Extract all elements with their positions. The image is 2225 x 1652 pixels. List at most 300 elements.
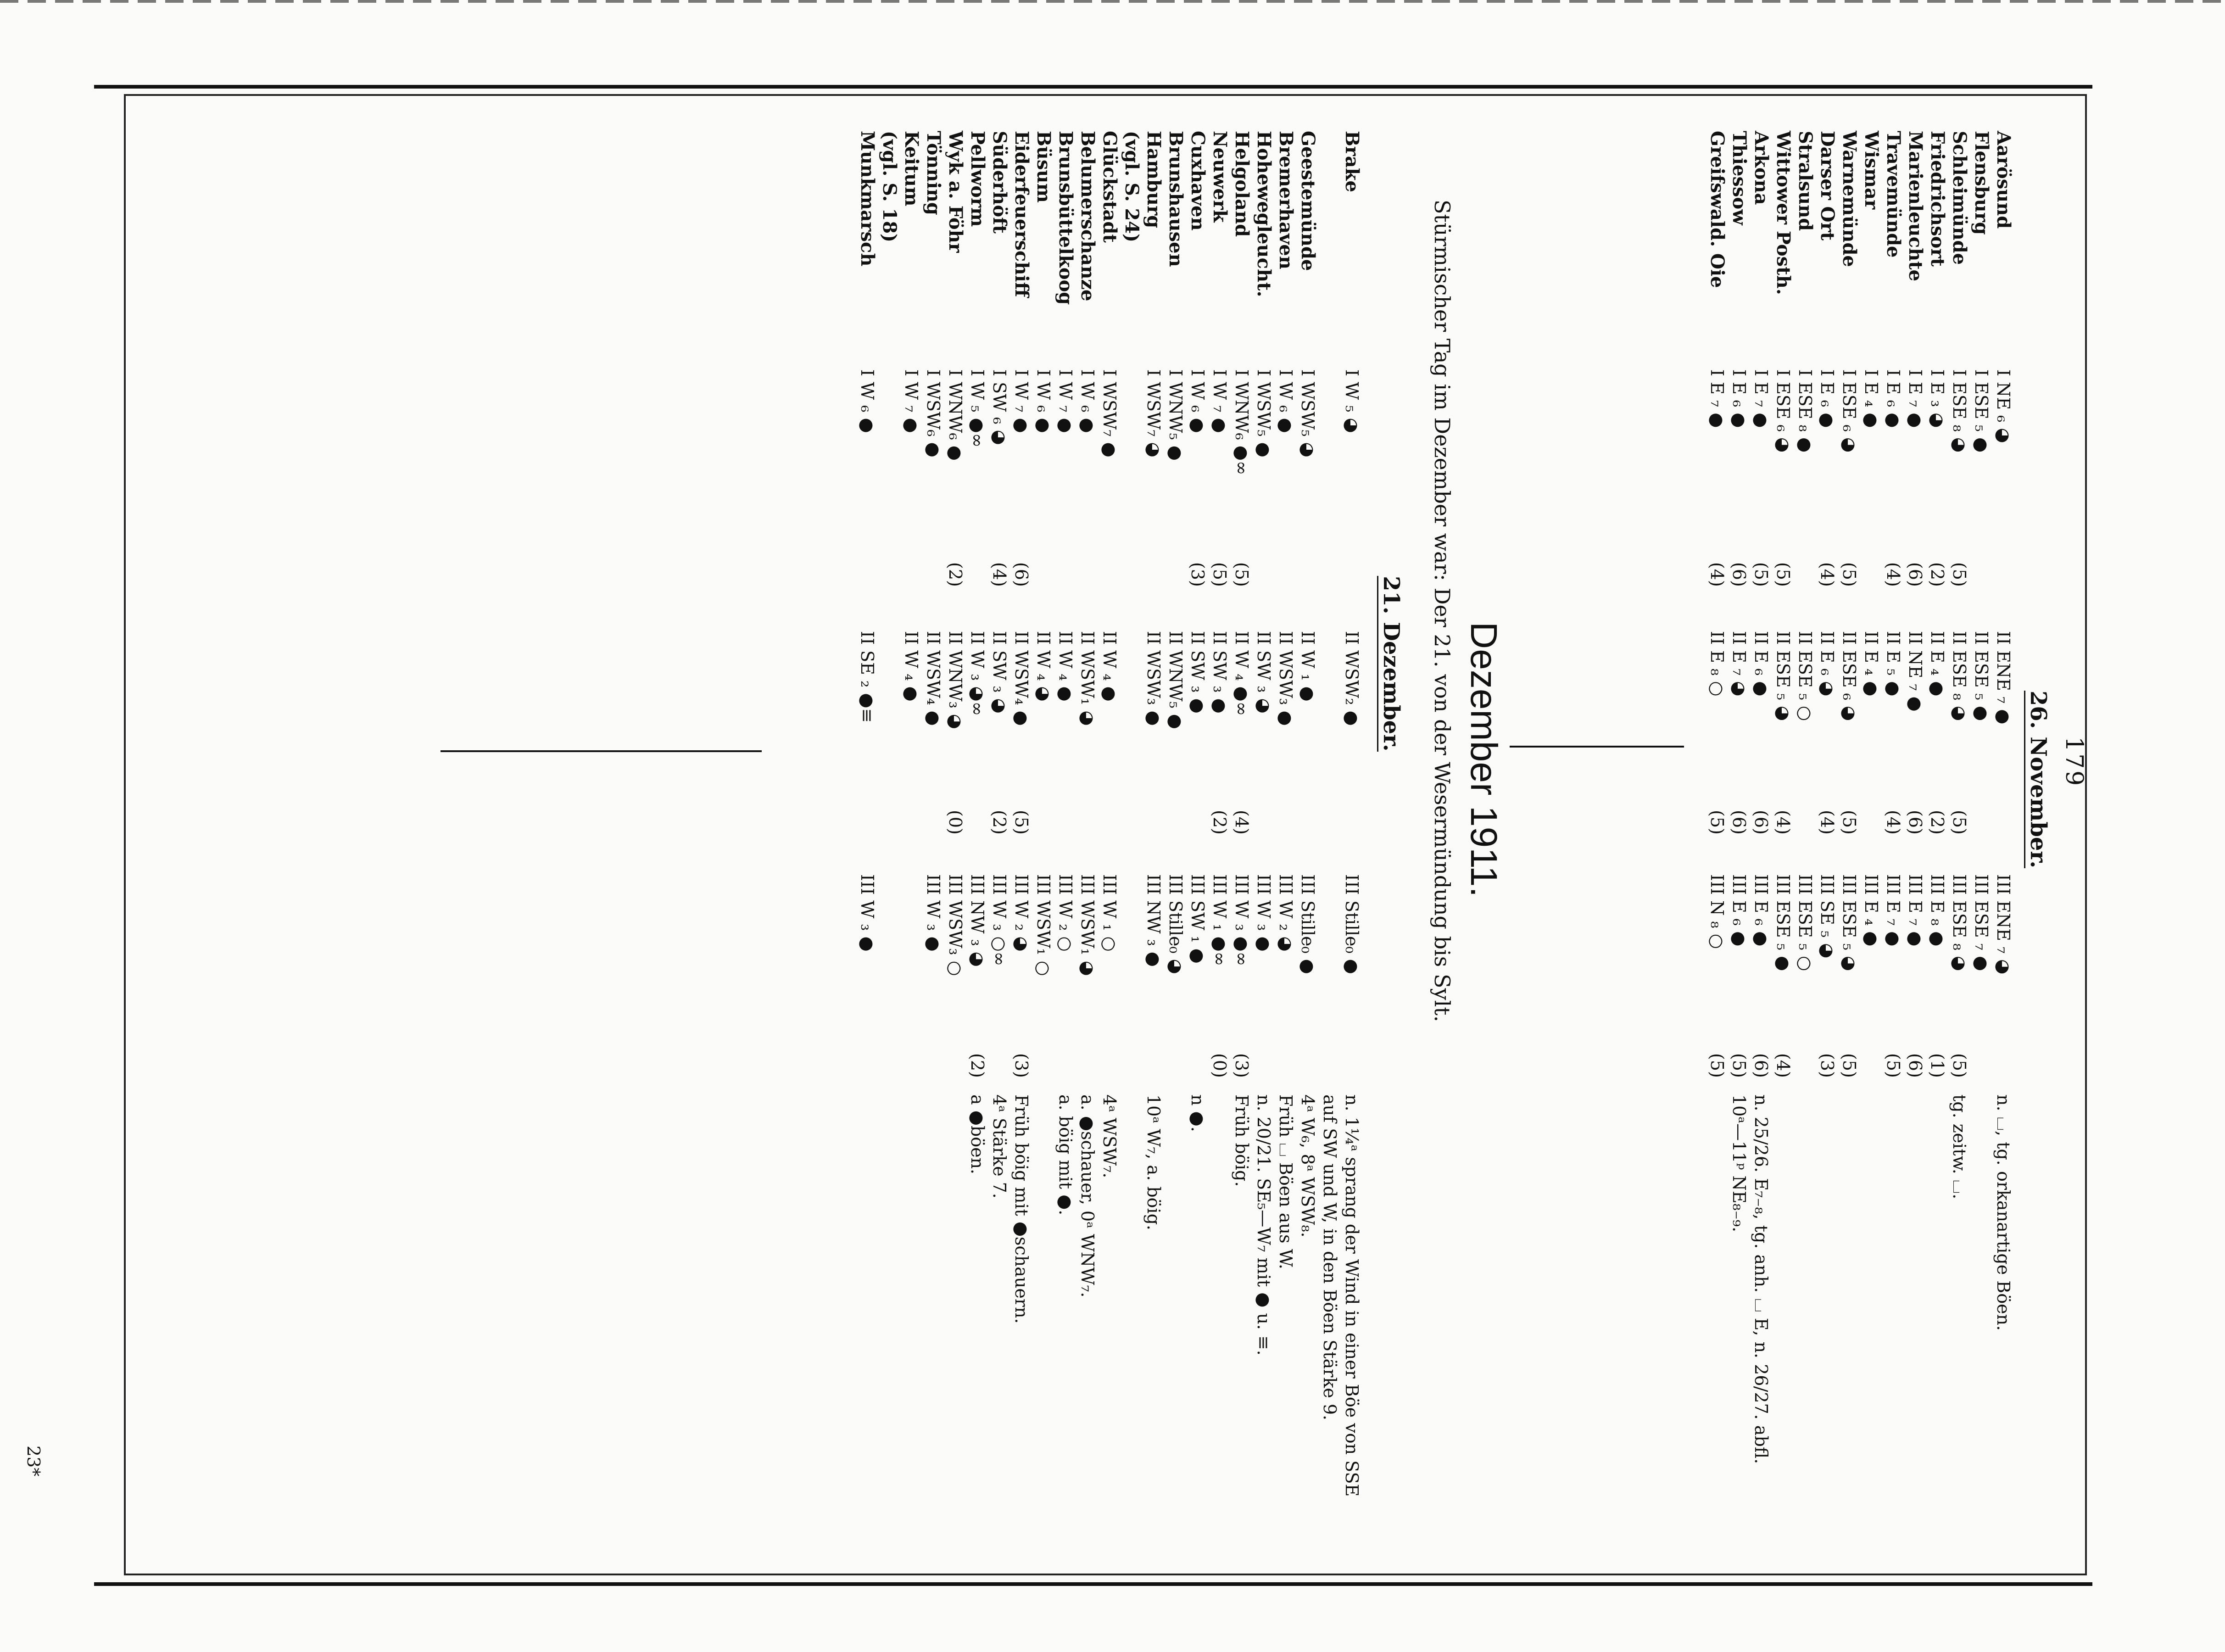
observation-cell: I WSW₇ ◕ [1143, 369, 1164, 458]
observation-cell: I WNW₆ ● [945, 369, 965, 461]
station-name: Brunsbüttelkoog [1055, 131, 1076, 305]
observation-cell [1319, 631, 1341, 729]
observation-number [1121, 562, 1143, 587]
observation-number: (4) [1817, 810, 1837, 835]
observation-number [1970, 1053, 1992, 1078]
november-obs-3 [1706, 874, 2014, 974]
observation-number [1253, 810, 1275, 835]
november-obs-1 [1706, 369, 2014, 452]
station-name: Pellworm [967, 131, 988, 227]
observation-number: (6) [1729, 562, 1749, 587]
observation-cell: II NE ₇ ● [1905, 631, 1925, 712]
observation-cell: II E ₄ ● [1927, 631, 1947, 697]
observation-number: (6) [1905, 810, 1925, 835]
station-name: Thiessow [1729, 131, 1750, 225]
observation-cell: II WSW₄ ● [1011, 631, 1032, 726]
observation-cell: III W ₁ ●∞ [1210, 874, 1230, 966]
observation-cell: I E ₃ ◕ [1927, 369, 1947, 428]
observation-number: (3) [1188, 562, 1208, 587]
december-num-3 [856, 1053, 1363, 1078]
observation-cell: I WSW₅ ◕ [1298, 369, 1318, 458]
station-name [1319, 131, 1341, 305]
observation-number: (6) [1751, 1053, 1771, 1078]
observation-number [900, 810, 922, 835]
observation-number [856, 1053, 878, 1078]
station-name: Friedrichsort [1927, 131, 1948, 267]
observation-number [988, 1053, 1010, 1078]
observation-cell: II SW ₃ ◕ [1254, 631, 1274, 714]
observation-cell: I W ₅ ●∞ [967, 369, 987, 448]
observation-number: (3) [1232, 1053, 1252, 1078]
observation-cell: I E ₆ ● [1817, 369, 1837, 428]
observation-cell: II E ₅ ● [1883, 631, 1903, 697]
observation-number: (4) [1883, 562, 1903, 587]
observation-number [1099, 810, 1121, 835]
station-name: Helgoland [1231, 131, 1253, 237]
observation-cell: II W ₄ ● [901, 631, 921, 702]
observation-cell: II SW ₃ ● [1188, 631, 1208, 714]
observation-cell: I E ₇ ● [1751, 369, 1771, 428]
observation-number [1341, 1053, 1363, 1078]
observation-number [1341, 562, 1363, 587]
station-name: Bremerhaven [1275, 131, 1297, 269]
observation-cell: I WSW₆ ● [923, 369, 943, 458]
observation-number [1187, 810, 1209, 835]
station-name: Aarösund [1993, 131, 2014, 229]
station-name: (vgl. S. 18) [879, 131, 900, 243]
station-name: Geestemünde [1297, 131, 1319, 271]
observation-cell: I W ₆ ● [1276, 369, 1296, 433]
station-name: Tönning [923, 131, 944, 215]
observation-number [1860, 1053, 1882, 1078]
station-name: Brake [1341, 131, 1363, 192]
observation-cell: I ESE ₆ ◕ [1773, 369, 1793, 453]
observation-number [1275, 810, 1297, 835]
observation-cell: III NW ₃ ● [1143, 874, 1164, 967]
observation-number [922, 810, 944, 835]
remark-line: n ●. [1188, 1094, 1208, 1132]
observation-number [1143, 810, 1165, 835]
station-name: Darser Ort [1817, 131, 1838, 241]
observation-cell: II W ₄ ◕ [1033, 631, 1054, 702]
observation-cell: III ESE ₅ ○ [1795, 874, 1815, 971]
observation-number: (5) [1839, 562, 1859, 587]
observation-cell: II E ₇ ◕ [1729, 631, 1749, 697]
december-title: Dezember 1911. [1463, 622, 1505, 898]
observation-cell: II W ₄ ● [1099, 631, 1120, 702]
observation-cell: II WNW₃ ◕ [945, 631, 965, 729]
remark-line: a ●böen. [967, 1094, 987, 1175]
observation-number [966, 562, 988, 587]
december-num-1 [856, 562, 1363, 587]
observation-number [1860, 810, 1882, 835]
observation-cell: III ESE ₅ ◕ [1839, 874, 1859, 971]
observation-number: (5) [1751, 562, 1771, 587]
remark-line: a. böig mit ●. [1055, 1094, 1076, 1216]
remark-line [1772, 1094, 1794, 1464]
observation-cell: I WNW₅ ● [1165, 369, 1186, 461]
observation-number [1275, 562, 1297, 587]
observation-cell: III W ₃ ● [923, 874, 943, 952]
observation-number [1099, 1053, 1121, 1078]
observation-number [1253, 1053, 1275, 1078]
observation-cell: II ESE ₅ ● [1971, 631, 1991, 721]
november-remarks [1706, 1094, 2014, 1464]
observation-number [1319, 1053, 1341, 1078]
observation-cell [878, 369, 900, 475]
observation-number [1076, 810, 1099, 835]
observation-cell: III W ₂ ◕ [1011, 874, 1032, 952]
observation-number [1319, 810, 1341, 835]
observation-number [922, 562, 944, 587]
remark-line: 10ᵃ W₇, a. böig. [1143, 1094, 1164, 1231]
observation-number: (5) [1839, 1053, 1859, 1078]
observation-number [966, 810, 988, 835]
remark-line [1706, 1094, 1728, 1464]
observation-number [1165, 562, 1187, 587]
observation-cell: III W ₂ ○ [1055, 874, 1076, 952]
observation-cell: III ESE ₇ ● [1971, 874, 1991, 971]
observation-number: (4) [989, 562, 1009, 587]
observation-number: (4) [1707, 562, 1727, 587]
observation-number [1054, 1053, 1076, 1078]
observation-number: (2) [945, 562, 965, 587]
station-name: Brunshausen [1165, 131, 1187, 267]
observation-cell: III E ₆ ● [1751, 874, 1771, 947]
observation-cell: III W ₃ ● [1254, 874, 1274, 952]
observation-number: (4) [1232, 810, 1252, 835]
remark-line: Früh böig. [1232, 1094, 1252, 1187]
remark-line [1165, 1094, 1187, 1496]
remark-line: 10ᵃ—11ᵖ NE₈₋₉. [1729, 1094, 1749, 1233]
observation-number [1970, 562, 1992, 587]
observation-number [878, 810, 900, 835]
observation-number [922, 1053, 944, 1078]
observation-number [1032, 562, 1054, 587]
remark-line: n. ⌴, tg. orkanartige Böen. [1993, 1094, 2013, 1331]
observation-cell: II ESE ₆ ◕ [1839, 631, 1859, 721]
observation-number: (5) [1773, 562, 1793, 587]
station-name: Arkona [1751, 131, 1772, 205]
observation-number [1187, 1053, 1209, 1078]
observation-cell: I ESE ₈ ◕ [1949, 369, 1969, 453]
observation-cell: II WSW₄ ● [923, 631, 943, 726]
remark-line [1838, 1094, 1860, 1464]
station-name: Travemünde [1883, 131, 1904, 258]
observation-cell: II ESE ₈ ◕ [1949, 631, 1969, 721]
observation-cell: III N ₈ ○ [1707, 874, 1727, 949]
page-number: 179 [2060, 737, 2088, 788]
observation-number [856, 810, 878, 835]
station-name: Marienleuchte [1905, 131, 1926, 282]
observation-number [1970, 810, 1992, 835]
observation-cell: III SW ₁ ● [1188, 874, 1208, 964]
observation-number [1992, 562, 2014, 587]
observation-number [1143, 1053, 1165, 1078]
station-name: Belumerschanze [1077, 131, 1099, 301]
observation-cell: I W ₆ ● [1077, 369, 1098, 433]
remark-line [1970, 1094, 1992, 1464]
remark-line: 4ᵃ W₆, 8ᵃ WSW₈. [1298, 1094, 1318, 1238]
station-name: Glückstadt [1099, 131, 1121, 243]
observation-number [1076, 1053, 1099, 1078]
observation-cell: III WSW₃ ○ [945, 874, 965, 976]
observation-cell [1319, 874, 1341, 976]
observation-cell: II WSW₁ ◕ [1077, 631, 1098, 726]
observation-cell [1319, 369, 1341, 475]
observation-number [856, 562, 878, 587]
observation-cell: III E ₇ ● [1905, 874, 1925, 947]
observation-number [1165, 1053, 1187, 1078]
observation-number: (2) [1210, 810, 1230, 835]
station-name: Flensburg [1971, 131, 1992, 235]
observation-number: (5) [1707, 810, 1727, 835]
station-name: Hamburg [1143, 131, 1165, 229]
station-name: Greifswald. Oie [1706, 131, 1728, 288]
observation-cell: II W ₄ ●∞ [1232, 631, 1252, 716]
remark-line: n. 20/21. SE₅—W₇ mit ● u. ≡. [1254, 1094, 1274, 1356]
observation-cell: I E ₆ ● [1729, 369, 1749, 428]
station-name: Eiderfeuerschiff [1011, 131, 1032, 297]
observation-cell: I WSW₇ ● [1099, 369, 1120, 458]
observation-cell: III W ₃ ● [857, 874, 877, 952]
observation-cell: I E ₄ ● [1861, 369, 1881, 428]
observation-number [1121, 1053, 1143, 1078]
observation-cell [878, 631, 900, 729]
observation-cell: I W ₇ ● [1210, 369, 1230, 433]
observation-cell: III E ₄ ● [1861, 874, 1881, 947]
observation-cell: III ESE ₈ ◕ [1949, 874, 1969, 971]
observation-number: (5) [1011, 810, 1032, 835]
observation-number [900, 562, 922, 587]
observation-cell: I W ₆ ● [857, 369, 877, 433]
station-name: Munkmarsch [857, 131, 878, 267]
observation-number [1054, 562, 1076, 587]
observation-cell: III WSW₁ ◕ [1077, 874, 1098, 976]
observation-number [1143, 562, 1165, 587]
november-stations [1706, 131, 2014, 295]
observation-number: (5) [1883, 1053, 1903, 1078]
observation-cell: II ESE ₅ ○ [1795, 631, 1815, 721]
november-obs-2 [1706, 631, 2014, 724]
station-name: (vgl. S. 24) [1121, 131, 1143, 243]
observation-cell: II W ₃ ◕∞ [967, 631, 987, 716]
observation-cell: II WSW₂ ● [1342, 631, 1362, 726]
observation-number [1032, 810, 1054, 835]
remark-line: tg. zeitw. ⌴. [1949, 1094, 1969, 1200]
observation-number [878, 562, 900, 587]
station-name: Schleimünde [1949, 131, 1970, 265]
observation-number [1275, 1053, 1297, 1078]
remark-line: 4ᵃ WSW₇. [1099, 1094, 1120, 1178]
observation-number [1794, 1053, 1816, 1078]
separator-line-lower [441, 750, 762, 752]
observation-cell: III Stille₀ ● [1342, 874, 1362, 974]
november-num-3 [1706, 1053, 2014, 1078]
observation-number: (0) [1210, 1053, 1230, 1078]
observation-cell: I E ₆ ● [1883, 369, 1903, 428]
observation-number: (5) [1232, 562, 1252, 587]
november-num-2 [1706, 810, 2014, 835]
station-name: Stralsund [1795, 131, 1816, 231]
observation-cell: III W ₁ ○ [1099, 874, 1120, 952]
november-heading: 26. November. [2024, 691, 2051, 868]
observation-number [1319, 562, 1341, 587]
december-stations [856, 131, 1363, 305]
observation-cell: II SW ₃ ◕ [989, 631, 1009, 714]
observation-number: (6) [1011, 562, 1032, 587]
station-name: Büsum [1033, 131, 1054, 203]
observation-cell: I W ₇ ● [901, 369, 921, 433]
observation-number: (6) [1905, 562, 1925, 587]
observation-number: (6) [1751, 810, 1771, 835]
observation-number [1099, 562, 1121, 587]
observation-cell: III W ₃ ●∞ [1232, 874, 1252, 966]
station-name: Hohewegleucht. [1253, 131, 1275, 297]
remark-line [1904, 1094, 1926, 1464]
observation-cell [1121, 369, 1143, 475]
observation-number: (2) [1927, 562, 1947, 587]
observation-cell [900, 874, 922, 976]
observation-cell: I ESE ₆ ◕ [1839, 369, 1859, 453]
observation-cell [1121, 874, 1143, 976]
observation-number: (5) [1949, 562, 1969, 587]
observation-number: (4) [1883, 810, 1903, 835]
observation-number [1860, 562, 1882, 587]
observation-cell: I W ₇ ● [1011, 369, 1032, 433]
remark-line [1926, 1094, 1948, 1464]
observation-number: (2) [989, 810, 1009, 835]
remark-line [1882, 1094, 1904, 1464]
observation-cell: III ENE ₇ ◕ [1993, 874, 2013, 975]
observation-cell: II E ₆ ● [1751, 631, 1771, 697]
december-heading: 21. Dezember. [1377, 576, 1404, 752]
remark-line [1209, 1094, 1231, 1496]
observation-number [1297, 1053, 1319, 1078]
december-subtitle: Stürmischer Tag im Dezember war: Der 21. von der Wesermündung bis Sylt. [1430, 200, 1455, 1022]
observation-cell: I W ₆ ● [1188, 369, 1208, 433]
observation-cell: I E ₇ ● [1707, 369, 1727, 428]
observation-cell: III Stille₀ ◕ [1165, 874, 1186, 974]
observation-cell: I ESE ₅ ● [1971, 369, 1991, 453]
observation-cell: I NE ₆ ◕ [1993, 369, 2013, 443]
observation-number: (1) [1927, 1053, 1947, 1078]
november-num-1 [1706, 562, 2014, 587]
remark-line: 4ᵃ Stärke 7. [989, 1094, 1009, 1199]
observation-number [1794, 810, 1816, 835]
observation-cell [878, 874, 900, 976]
observation-number [1165, 810, 1187, 835]
station-name: Cuxhaven [1187, 131, 1209, 231]
observation-cell: III ESE ₅ ● [1773, 874, 1793, 971]
observation-cell: I SW ₆ ◕ [989, 369, 1009, 445]
observation-number [1032, 1053, 1054, 1078]
observation-number [1341, 810, 1363, 835]
observation-cell: II ESE ₅ ◕ [1773, 631, 1793, 721]
observation-number: (2) [1927, 810, 1947, 835]
observation-number [1992, 1053, 2014, 1078]
observation-number: (5) [1729, 1053, 1749, 1078]
december-obs-1 [856, 369, 1363, 475]
observation-number [944, 1053, 966, 1078]
observation-number [1253, 562, 1275, 587]
december-num-2 [856, 810, 1363, 835]
observation-number [900, 1053, 922, 1078]
remark-line: Früh ⌴ Böen aus W. [1276, 1094, 1296, 1270]
station-name: Warnemünde [1839, 131, 1860, 267]
observation-cell: III WSW₁ ○ [1033, 874, 1054, 976]
remark-line [1121, 1094, 1143, 1496]
observation-number [878, 1053, 900, 1078]
observation-cell: II WSW₃ ● [1276, 631, 1296, 726]
observation-cell: III W ₃ ○∞ [989, 874, 1009, 966]
observation-cell: I W ₅ ◕ [1342, 369, 1362, 433]
observation-number [1297, 810, 1319, 835]
observation-cell: II W ₄ ● [1055, 631, 1076, 702]
observation-number: (6) [1905, 1053, 1925, 1078]
observation-number: (0) [945, 810, 965, 835]
observation-number: (5) [1210, 562, 1230, 587]
observation-cell: II SW ₃ ● [1210, 631, 1230, 714]
observation-cell [1121, 631, 1143, 729]
observation-cell: III E ₆ ● [1729, 874, 1749, 947]
station-name: Wismar [1861, 131, 1882, 210]
rotated-page-content [133, 94, 2092, 1572]
observation-number [1054, 810, 1076, 835]
observation-number [1076, 562, 1099, 587]
december-obs-3 [856, 874, 1363, 976]
observation-number: (5) [1839, 810, 1859, 835]
observation-number [1121, 810, 1143, 835]
remark-line: a. ●schauer, 0ᵃ WNW₇. [1077, 1094, 1098, 1298]
remark-line [1794, 1094, 1816, 1464]
separator-line [1510, 746, 1684, 748]
remark-line: n. 1¼ᵃ sprang der Wind in einer Böe von SSE [1342, 1094, 1362, 1497]
observation-number: (4) [1773, 1053, 1793, 1078]
observation-cell: II E ₆ ◕ [1817, 631, 1837, 697]
remark-line [1032, 1094, 1054, 1496]
scan-top-edge [0, 0, 2225, 3]
observation-cell: II W ₁ ● [1298, 631, 1318, 702]
remark-line: n. 25/26. E₇₋₈, tg. anh. ⌴ E, n. 26/27. abfl. [1751, 1094, 1771, 1464]
observation-number: (5) [1949, 810, 1969, 835]
observation-cell: I WNW₆ ●∞ [1232, 369, 1252, 475]
observation-cell: II E ₄ ● [1861, 631, 1881, 697]
observation-cell: I WSW₅ ● [1254, 369, 1274, 458]
observation-number [1794, 562, 1816, 587]
observation-cell: III NW ₃ ◕ [967, 874, 987, 967]
observation-cell: II SE ₂ ●≡ [857, 631, 877, 723]
observation-number [1297, 562, 1319, 587]
observation-cell: III W ₂ ◕ [1276, 874, 1296, 952]
observation-cell: III E ₈ ● [1927, 874, 1947, 947]
observation-cell: III SE ₅ ◕ [1817, 874, 1837, 959]
footer-signature: 23* [23, 1446, 44, 1477]
remark-line [1816, 1094, 1838, 1464]
observation-cell: II E ₈ ○ [1707, 631, 1727, 697]
remark-line: Früh böig mit ●schauern. [1011, 1094, 1032, 1324]
station-name: Süderhöft [989, 131, 1010, 234]
december-obs-2 [856, 631, 1363, 729]
observation-number: (3) [1011, 1053, 1032, 1078]
observation-cell: I ESE ₈ ● [1795, 369, 1815, 453]
december-remarks [966, 1094, 1363, 1496]
observation-number: (4) [1817, 562, 1837, 587]
observation-number: (5) [1707, 1053, 1727, 1078]
observation-number [1992, 810, 2014, 835]
observation-cell: III Stille₀ ● [1298, 874, 1318, 974]
remark-line: auf SW und W, in den Böen Stärke 9. [1320, 1094, 1340, 1421]
